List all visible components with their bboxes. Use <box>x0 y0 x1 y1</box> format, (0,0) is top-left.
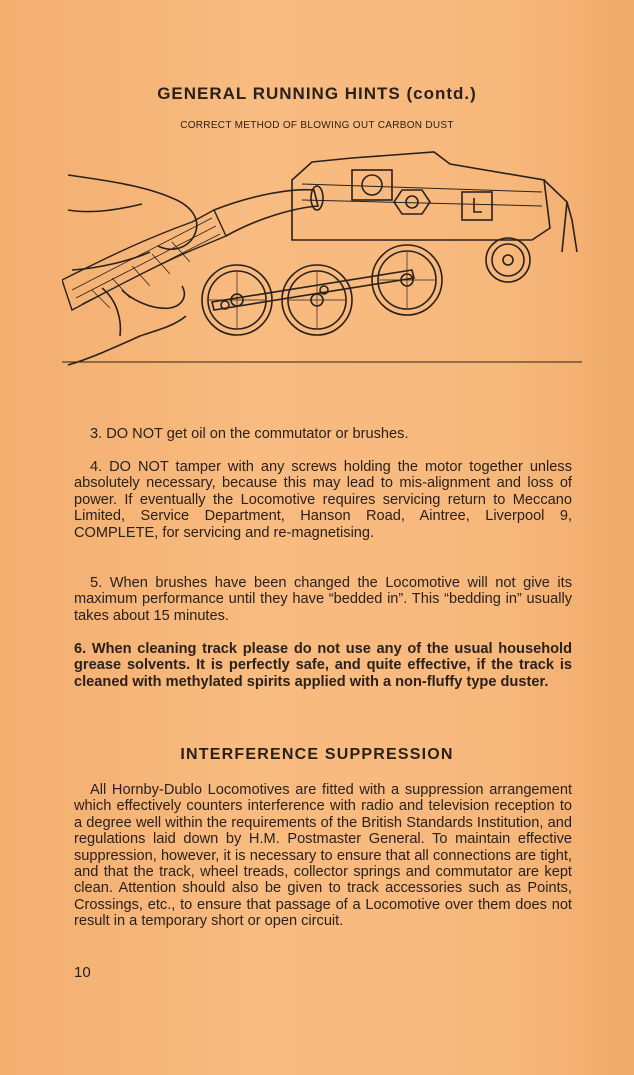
hint-6: 6. When cleaning track please do not use any of the usual household grease solvents. It is perfectly safe, and quite effective, if the track is cleaned with methylated spirits applied with a non-fluffy type duster. <box>74 641 572 690</box>
illustration-caption: CORRECT METHOD OF BLOWING OUT CARBON DUST <box>180 120 454 131</box>
interference-body <box>74 782 572 930</box>
interference-body-text: All Hornby-Dublo Locomotives are fitted with a suppression arrangement which effectively counters interference with radio and television reception to a degree well within the requirements of the British Standards Institution, and regulations laid down by H.M. Postmaster General. To maintain effective suppression, however, it is necessary to ensure that all connections are tight, and that the track, wheel treads, collector springs and commutator are kept clean. Attention should also be given to track accessories such as Points, Crossings, etc., to ensure that passage of a Locomotive over them does not result in a temporary short or open circuit. <box>74 782 572 930</box>
hint-5-text: 5. When brushes have been changed the Locomotive will not give its maximum performance until they have “bedded in”. This “bedding in” usually takes about 15 minutes. <box>74 575 572 624</box>
page-number: 10 <box>74 964 91 981</box>
hint-4-text: 4. DO NOT tamper with any screws holding the motor together unless absolutely necessary, because this may lead to mis-alignment and loss of power. If eventually the Locomotive requires servicing return to Meccano Limited, Service Department, Hanson Road, Aintree, Liverpool 9, COMPLETE, for servicing and re-magnetising. <box>74 459 572 541</box>
page-heading: GENERAL RUNNING HINTS (contd.) <box>157 84 477 103</box>
hint-5 <box>74 575 572 624</box>
hint-4 <box>74 459 572 541</box>
locomotive-illustration <box>62 140 582 375</box>
interference-heading: INTERFERENCE SUPPRESSION <box>180 746 454 763</box>
hint-3: 3. DO NOT get oil on the commutator or brushes. <box>90 426 409 442</box>
